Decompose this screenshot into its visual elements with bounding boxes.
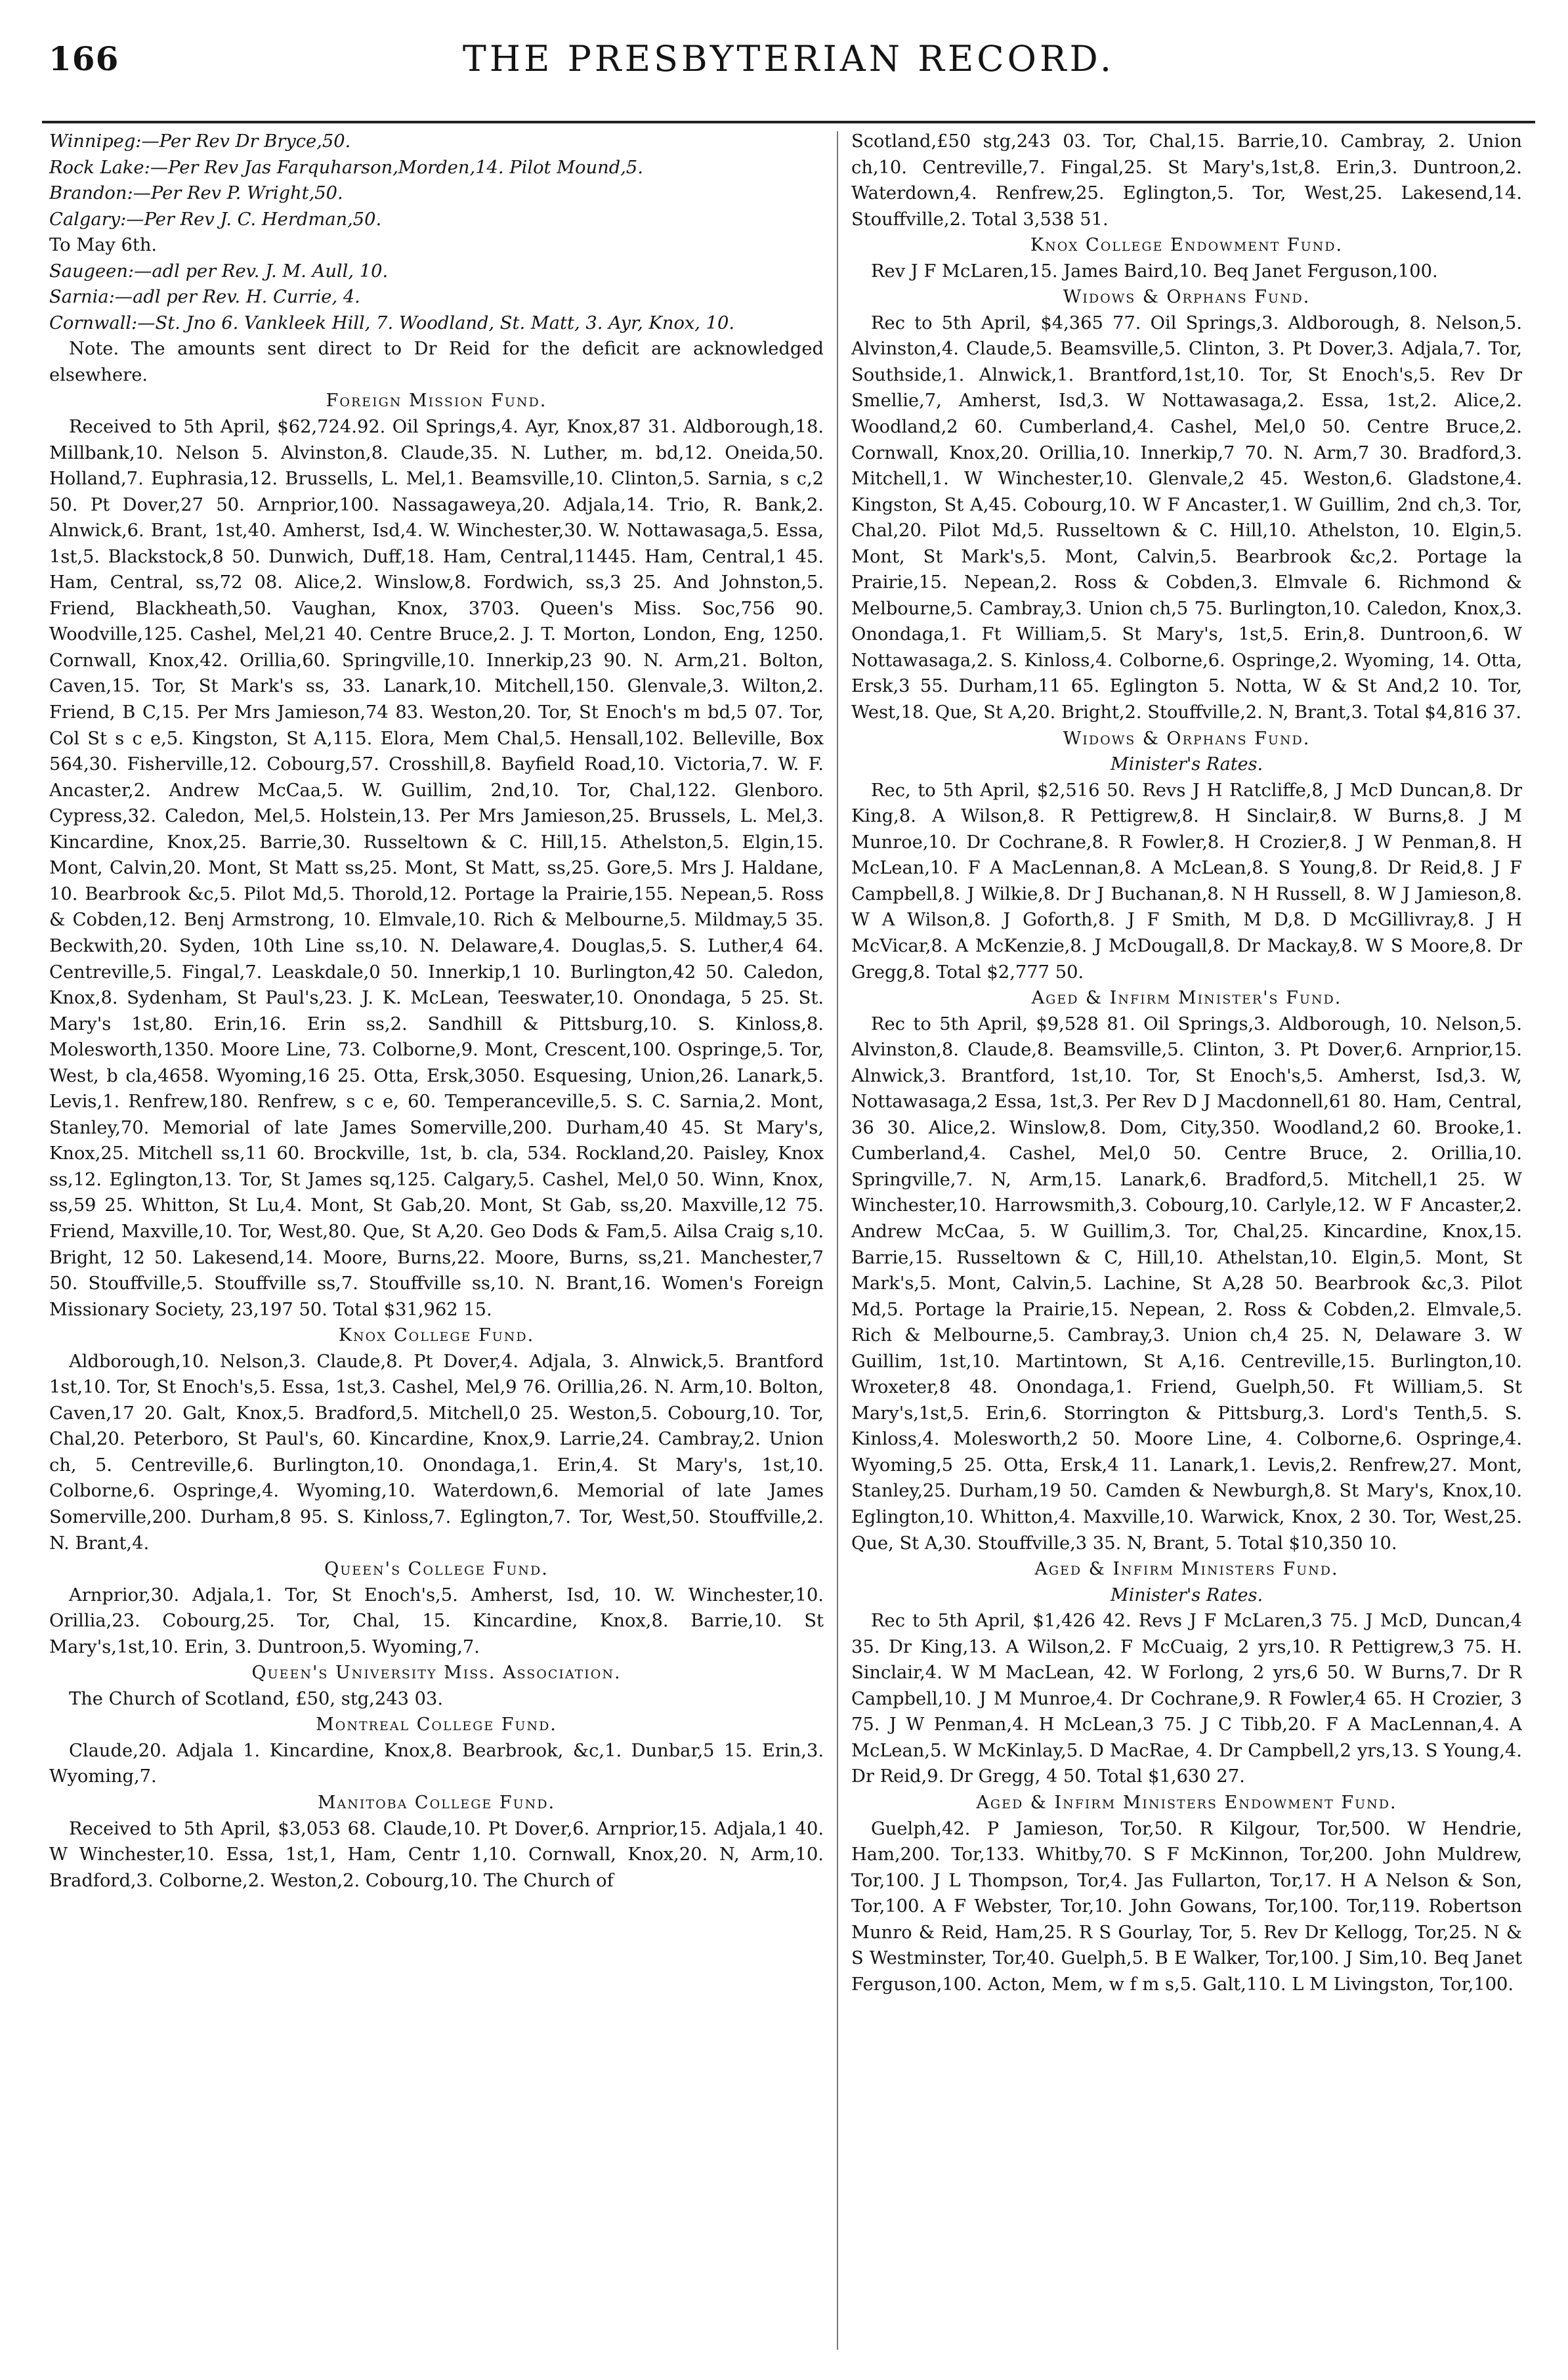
column-divider [837, 131, 838, 2350]
intro-line: To May 6th. [49, 235, 158, 256]
section-heading-foreign-mission: Foreign Mission Fund. [326, 391, 547, 412]
intro-line: Brandon:—Per Rev P. Wright,50. [49, 183, 343, 204]
aged-infirm-endowment-text: Guelph,42. P Jamieson, Tor,50. R Kilgour, Tor,500. W Hendrie, Ham,200. Tor,133. Whitby,70. S F McKinnon, Tor,200. John Muldrew, Tor,100. J L Thompson, Tor,4. Jas Fullarton, Tor,17. H A Nelson & Son, Tor,100. A F Webster, Tor,10. John Gowans, Tor,100. Tor,119. Robertson Munro & Reid, Ham,25. R S Gourlay, Tor, 5. Rev Dr Kellogg, Tor,25. N & S Westminster, Tor,40. Guelph,5. B E Walker, Tor,100. J Sim,10. Beq Janet Ferguson,100. Acton, Mem, w f m s,5. Galt,110. L M Livingston, Tor,100. [851, 1818, 1522, 1995]
intro-line: Cornwall:—St. Jno 6. Vankleek Hill, 7. Woodland, St. Matt, 3. Ayr, Knox, 10. [49, 312, 735, 333]
queens-university-text: The Church of Scotland, £50, stg,243 03. [69, 1688, 444, 1709]
header-rule [42, 121, 1535, 123]
section-heading-aged-infirm-endowment: Aged & Infirm Ministers Endowment Fund. [976, 1793, 1397, 1813]
section-heading-knox-college: Knox College Fund. [338, 1325, 535, 1346]
subheading-ministers-rates: Minister's Rates. [1110, 1584, 1263, 1605]
section-heading-aged-infirm: Aged & Infirm Minister's Fund. [1031, 988, 1342, 1009]
page-header [42, 26, 1535, 81]
section-heading-widows-orphans: Widows & Orphans Fund. [1063, 287, 1311, 308]
aged-infirm-rates-text: Rec to 5th April, $1,426 42. Revs J F McLaren,3 75. J McD, Duncan,4 35. Dr King,13. A Wilson,2. F McCuaig, 2 yrs,10. R Pettigrew,3 75. H. Sinclair,4. W M MacLean, 42. W Forlong, 2 yrs,6 50. W Burns,7. Dr R Campbell,10. J M Munroe,4. Dr Cochrane,9. R Fowler,4 65. H Crozier, 3 75. J W Penman,4. H McLean,3 75. J C Tibb,20. F A MacLennan,4. A McLean,5. W McKinlay,5. D MacRae, 4. Dr Campbell,2 yrs,13. S Young,4. Dr Reid,9. Dr Gregg, 4 50. Total $1,630 27. [851, 1611, 1522, 1787]
section-heading-manitoba-college: Manitoba College Fund. [317, 1793, 556, 1813]
note-paragraph: Note. The amounts sent direct to Dr Reid for the deficit are acknowledged elsewhere. [49, 339, 824, 385]
section-heading-montreal-college: Montreal College Fund. [316, 1714, 557, 1735]
section-heading-aged-infirm-rates: Aged & Infirm Ministers Fund. [1034, 1559, 1339, 1580]
widows-orphans-text: Rec to 5th April, $4,365 77. Oil Springs,3. Aldborough, 8. Nelson,5. Alvinston,4. Claude,5. Beamsville,5. Clinton, 3. Pt Dover,3. Adjala,7. Tor, Southside,1. Alnwick,1. Brantford,1st,10. Tor, St Enoch's,5. Rev Dr Smellie,7, Amherst, Isd,3. W Nottawasaga,2. Essa, 1st,2. Alice,2. Woodland,2 60. Cumberland,4. Cashel, Mel,0 50. Centre Bruce,2. Cornwall, Knox,20. Orillia,10. Innerkip,7 70. N. Arm,7 30. Bradford,3. Mitchell,1. W Winchester,10. Glenvale,2 45. Weston,6. Gladstone,4. Kingston, St A,45. Cobourg,10. W F Ancaster,1. W Guillim, 2nd ch,3. Tor, Chal,20. Pilot Md,5. Russeltown & C. Hill,10. Athelston, 10. Elgin,5. Mont, St Mark's,5. Mont, Calvin,5. Bearbrook &c,2. Portage la Prairie,15. Nepean,2. Ross & Cobden,3. Elmvale 6. Richmond & Melbourne,5. Cambray,3. Union ch,5 75. Burlington,10. Caledon, Knox,3. Onondaga,1. Ft William,5. St Mary's, 1st,5. Erin,8. Duntroon,6. W Nottawasaga,2. S. Kinloss,4. Colborne,6. Ospringe,2. Wyoming, 14. Otta, Ersk,3 55. Durham,11 65. Eglington 5. Notta, W & St And,2 10. Tor, West,18. Que, St A,20. Bright,2. Stouffville,2. N, Brant,3. Total $4,816 37. [851, 312, 1522, 723]
manitoba-college-text: Received to 5th April, $3,053 68. Claude,10. Pt Dover,6. Arnprior,15. Adjala,1 40. W Winchester,10. Essa, 1st,1, Ham, Centr 1,10. Cornwall, Knox,20. N, Arm,10. Bradford,3. Colborne,2. Weston,2. Cobourg,10. The Church of [49, 1818, 824, 1891]
section-heading-widows-orphans-rates: Widows & Orphans Fund. [1063, 728, 1311, 749]
queens-college-text: Arnprior,30. Adjala,1. Tor, St Enoch's,5. Amherst, Isd, 10. W. Winchester,10. Orillia,23. Cobourg,25. Tor, Chal, 15. Kincardine, Knox,8. Barrie,10. St Mary's,1st,10. Erin, 3. Duntroon,5. Wyoming,7. [49, 1584, 824, 1657]
right-column [851, 129, 1522, 2360]
knox-endowment-text: Rev J F McLaren,15. James Baird,10. Beq Janet Ferguson,100. [871, 261, 1438, 282]
left-column [49, 129, 824, 2360]
widows-orphans-rates-text: Rec, to 5th April, $2,516 50. Revs J H Ratcliffe,8, J McD Duncan,8. Dr King,8. A Wilson,8. R Pettigrew,8. H Sinclair,8. W Burns,8. J M Munroe,10. Dr Cochrane,8. R Fowler,8. H Crozier,8. J W Penman,8. H McLean,10. F A MacLennan,8. A McLean,8. S Young,8. Dr Reid,8. J F Campbell,8. J Wilkie,8. Dr J Buchanan,8. N H Russell, 8. W J Jamieson,8. W A Wilson,8. J Goforth,8. J F Smith, M D,8. D McGillivray,8. J H McVicar,8. A McKenzie,8. J McDougall,8. Dr Mackay,8. W S Moore,8. Dr Gregg,8. Total $2,777 50. [851, 780, 1522, 983]
intro-line: Winnipeg:—Per Rev Dr Bryce,50. [49, 131, 351, 152]
intro-line: Calgary:—Per Rev J. C. Herdman,50. [49, 209, 382, 230]
intro-line: Sarnia:—adl per Rev. H. Currie, 4. [49, 287, 360, 308]
page-number: 166 [49, 39, 119, 78]
section-heading-queens-college: Queen's College Fund. [324, 1559, 549, 1580]
montreal-college-text: Claude,20. Adjala 1. Kincardine, Knox,8. Bearbrook, &c,1. Dunbar,5 15. Erin,3. Wyoming,7. [49, 1740, 824, 1787]
section-heading-queens-university: Queen's University Miss. Association. [251, 1663, 622, 1684]
running-title: THE PRESBYTERIAN RECORD. [462, 38, 1115, 79]
aged-infirm-text: Rec to 5th April, $9,528 81. Oil Springs,3. Aldborough, 10. Nelson,5. Alvinston,8. Claude,8. Beamsville,5. Clinton, 3. Pt Dover,6. Arnprior,15. Alnwick,3. Brantford, 1st,10. Tor, St Enoch's,5. Amherst, Isd,3. W, Nottawasaga,2 Essa, 1st,3. Per Rev D J Macdonnell,61 80. Ham, Central, 36 30. Alice,2. Winslow,8. Dom, City,350. Woodland,2 60. Brooke,1. Cumberland,4. Cashel, Mel,0 50. Centre Bruce, 2. Orillia,10. Springville,7. N, Arm,15. Lanark,6. Bradford,5. Mitchell,1 25. W Winchester,10. Harrowsmith,3. Cobourg,10. Carlyle,12. W F Ancaster,2. Andrew McCaa, 5. W Guillim,3. Tor, Chal,25. Kincardine, Knox,15. Barrie,15. Russeltown & C, Hill,10. Athelstan,10. Elgin,5. Mont, St Mark's,5. Mont, Calvin,5. Lachine, St A,28 50. Bearbrook &c,3. Pilot Md,5. Portage la Prairie,15. Nepean, 2. Ross & Cobden,2. Elmvale,5. Rich & Melbourne,5. Cambray,3. Union ch,4 25. N, Delaware 3. W Guillim, 1st,10. Martintown, St A,16. Centreville,15. Burlington,10. Wroxeter,8 48. Onondaga,1. Friend, Guelph,50. Ft William,5. St Mary's,1st,5. Erin,6. Storrington & Pittsburg,3. Lord's Tenth,5. S. Kinloss,4. Molesworth,2 50. Moore Line, 4. Colborne,6. Ospringe,4. Wyoming,5 25. Otta, Ersk,4 11. Lanark,1. Levis,2. Renfrew,27. Mont, Stanley,25. Durham,19 50. Camden & Newburgh,8. St Mary's, Knox,10. Eglington,10. Whitton,4. Maxville,10. Warwick, Knox, 2 30. Tor, West,25. Que, St A,30. Stouffville,3 35. N, Brant, 5. Total $10,350 10. [851, 1013, 1522, 1554]
foreign-mission-text: Received to 5th April, $62,724.92. Oil Springs,4. Ayr, Knox,87 31. Aldborough,18. Millbank,10. Nelson 5. Alvinston,8. Claude,35. N. Luther, m. bd,12. Oneida,50. Holland,7. Euphrasia,12. Brussells, L. Mel,1. Beamsville,10. Clinton,5. Sarnia, s c,2 50. Pt Dover,27 50. Arnprior,100. Nassagaweya,20. Adjala,14. Trio, R. Bank,2. Alnwick,6. Brant, 1st,40. Amherst, Isd,4. W. Winchester,30. W. Nottawasaga,5. Essa, 1st,5. Blackstock,8 50. Dunwich, Duff,18. Ham, Central,11445. Ham, Central,1 45. Ham, Central, ss,72 08. Alice,2. Winslow,8. Fordwich, ss,3 25. And Johnston,5. Friend, Blackheath,50. Vaughan, Knox, 3703. Queen's Miss. Soc,756 90. Woodville,125. Cashel, Mel,21 40. Centre Bruce,2. J. T. Morton, London, Eng, 1250. Cornwall, Knox,42. Orillia,60. Springville,10. Innerkip,23 90. N. Arm,21. Bolton, Caven,15. Tor, St Mark's ss, 33. Lanark,10. Mitchell,150. Glenvale,3. Wilton,2. Friend, B C,15. Per Mrs Jamieson,74 83. Weston,20. Tor, St Enoch's m bd,5 07. Tor, Col St s c e,5. Kingston, St A,115. Elora, Mem Chal,5. Hensall,102. Belleville, Box 564,30. Fisherville,12. Cobourg,57. Crosshill,8. Bayfield Road,10. Victoria,7. W. F. Ancaster,2. Andrew McCaa,5. W. Guillim, 2nd,10. Tor, Chal,122. Glenboro. Cypress,32. Caledon, Mel,5. Holstein,13. Per Mrs Jamieson,25. Brussels, L. Mel,3. Kincardine, Knox,25. Barrie,30. Russeltown & C. Hill,15. Athelston,5. Elgin,15. Mont, Calvin,20. Mont, St Matt ss,25. Mont, St Matt, ss,25. Gore,5. Mrs J. Haldane, 10. Bearbrook &c,5. Pilot Md,5. Thorold,12. Portage la Prairie,155. Nepean,5. Ross & Cobden,12. Benj Armstrong, 10. Elmvale,10. Rich & Melbourne,5. Mildmay,5 35. Beckwith,20. Syden, 10th Line ss,10. N. Delaware,4. Douglas,5. S. Luther,4 64. Centreville,5. Fingal,7. Leaskdale,0 50. Innerkip,1 10. Burlington,42 50. Caledon, Knox,8. Sydenham, St Paul's,23. J. K. McLean, Teeswater,10. Onondaga, 5 25. St. Mary's 1st,80. Erin,16. Erin ss,2. Sandhill & Pittsburg,10. S. Kinloss,8. Molesworth,1350. Moore Line, 73. Colborne,9. Mont, Crescent,100. Ospringe,5. Tor, West, b cla,4658. Wyoming,16 25. Otta, Ersk,3050. Esquesing, Union,26. Lanark,5. Levis,1. Renfrew,180. Renfrew, s c e, 60. Temperanceville,5. S. C. Sarnia,2. Mont, Stanley,70. Memorial of late James Somerville,200. Durham,40 45. St Mary's, Knox,25. Mitchell ss,11 60. Brockville, 1st, b. cla, 534. Rockland,20. Paisley, Knox ss,12. Eglington,13. Tor, St James sq,125. Calgary,5. Cashel, Mel,0 50. Winn, Knox, ss,59 25. Whitton, St Lu,4. Mont, St Gab,20. Mont, St Gab, ss,20. Maxville,12 75. Friend, Maxville,10. Tor, West,80. Que, St A,20. Geo Dods & Fam,5. Ailsa Craig s,10. Bright, 12 50. Lakesend,14. Moore, Burns,22. Moore, Burns, ss,21. Manchester,7 50. Stouffville,5. Stouffville ss,7. Stouffville ss,10. N. Brant,16. Women's Foreign Missionary Society, 23,197 50. Total $31,962 15. [49, 417, 824, 1320]
knox-college-text: Aldborough,10. Nelson,3. Claude,8. Pt Dover,4. Adjala, 3. Alnwick,5. Brantford 1st,10. Tor, St Enoch's,5. Essa, 1st,3. Cashel, Mel,9 76. Orillia,26. N. Arm,10. Bolton, Caven,17 20. Galt, Knox,5. Bradford,5. Mitchell,0 25. Weston,5. Cobourg,10. Tor, Chal,20. Peterboro, St Paul's, 60. Kincardine, Knox,9. Larrie,24. Cambray,2. Union ch, 5. Centreville,6. Burlington,10. Onondaga,1. Erin,4. St Mary's, 1st,10. Colborne,6. Ospringe,4. Wyoming,10. Waterdown,6. Memorial of late James Somerville,200. Durham,8 95. S. Kinloss,7. Eglington,7. Tor, West,50. Stouffville,2. N. Brant,4. [49, 1351, 824, 1554]
intro-line: Saugeen:—adl per Rev. J. M. Aull, 10. [49, 261, 389, 282]
intro-line: Rock Lake:—Per Rev Jas Farquharson,Morden,14. Pilot Mound,5. [49, 157, 643, 178]
continuation-text: Scotland,£50 stg,243 03. Tor, Chal,15. Barrie,10. Cambray, 2. Union ch,10. Centreville,7. Fingal,25. St Mary's,1st,8. Erin,3. Duntroon,2. Waterdown,4. Renfrew,25. Eglington,5. Tor, West,25. Lakesend,14. Stouffville,2. Total 3,538 51. [851, 131, 1522, 230]
subheading-ministers-rates: Minister's Rates. [1110, 754, 1263, 775]
section-heading-knox-endowment: Knox College Endowment Fund. [1030, 235, 1344, 256]
